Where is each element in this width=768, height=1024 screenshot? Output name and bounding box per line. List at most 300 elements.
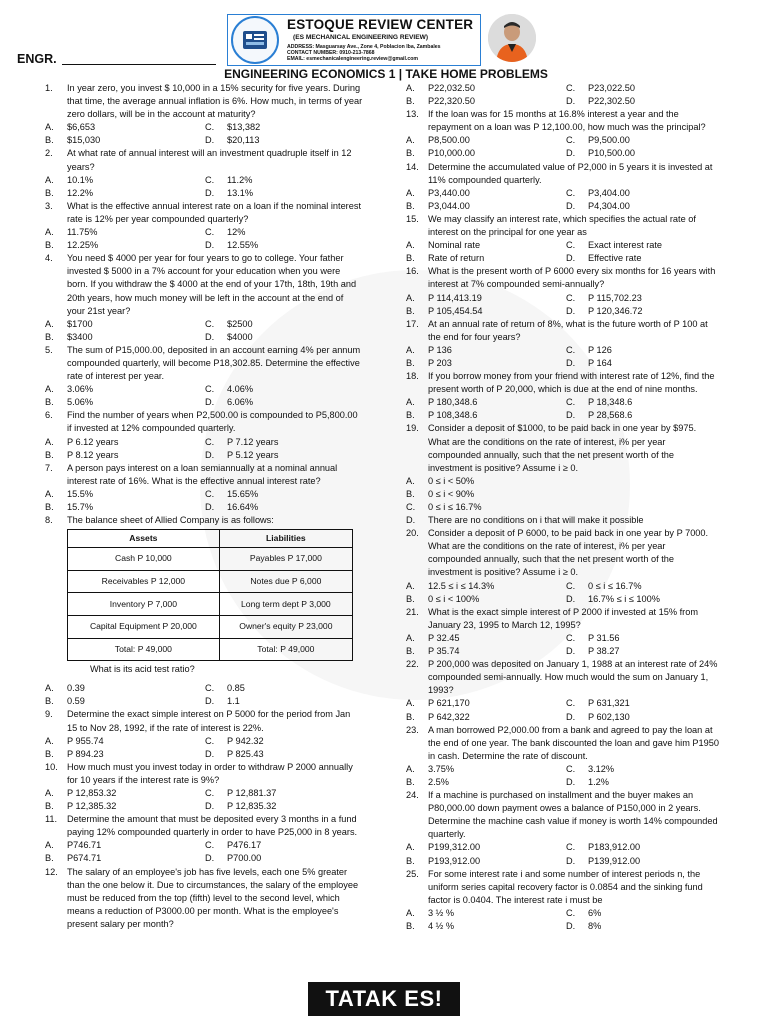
option-letter: A. [406,580,415,591]
option-a[interactable]: P199,312.00 [428,842,481,853]
table-row [68,638,353,661]
option-letter: C. [205,840,215,851]
option-d[interactable]: P22,302.50 [588,96,636,107]
review-center-logo [231,16,279,64]
option-c[interactable]: P 942.32 [227,735,264,746]
answer-options [45,226,363,252]
option-letter: B. [406,593,415,604]
question-19 [406,422,720,474]
option-b[interactable]: 4 ½ % [428,921,455,931]
option-b[interactable]: P 894.23 [67,748,104,759]
question-number: 16. [406,266,419,277]
option-d[interactable]: 1.1 [227,696,240,707]
question-text: What is the exact simple interest of P 2000 if invested at 15% from January 23, 1995 to March 12, 1995? [428,606,698,630]
option-d[interactable]: P 602,130 [588,711,630,722]
question-number: 7. [45,462,53,473]
option-letter: B. [45,240,54,251]
option-letter: D. [205,240,215,251]
option-letter: A. [45,488,54,499]
question-stem [45,252,363,317]
option-a[interactable]: 15.5% [67,488,94,499]
question-number: 24. [406,790,419,801]
option-b[interactable]: P 642,322 [428,711,470,722]
question-text: You need $ 4000 per year for four years to go to college. Your father invested $ 5000 in a 7% account for your education when you were born. If you withdraw the $ 4000 at the end of your 17th, 18th, 19th and 20th years, how much money will be left in the account at the end of your 21st year? [67,253,357,316]
option-a[interactable]: P 180,348.6 [428,397,478,408]
question-number: 23. [406,724,419,735]
option-b[interactable]: P 105,454.54 [428,305,483,316]
option-c[interactable]: P 7.12 years [227,436,279,447]
question-stem [406,606,720,632]
answer-options [45,383,363,409]
option-letter: C. [566,907,576,918]
option-letter: D. [205,187,215,198]
option-d[interactable]: 1.2% [588,776,609,787]
question-item [406,265,720,317]
option-letter: C. [566,698,576,709]
option-letter: C. [566,240,576,251]
option-letter: C. [205,683,215,694]
table-row [68,570,353,593]
review-center-address: ADDRESS: Masguarsay Ave., Zone 4, Poblacion Iba, Zambales [287,44,441,50]
question-item [45,200,363,252]
option-letter: B. [45,449,54,460]
option-letter: B. [406,200,415,211]
option-a[interactable]: 11.75% [67,227,98,238]
answer-options [45,735,363,761]
option-letter: D. [566,593,576,604]
question-item [406,868,720,933]
option-letter: C. [566,292,576,303]
option-c[interactable]: 4.06% [227,384,254,395]
option-letter: D. [566,148,576,159]
question-number: 14. [406,161,419,172]
option-letter: C. [205,436,215,447]
option-letter: B. [45,801,54,812]
question-number: 20. [406,528,419,539]
question-text: At an annual rate of return of 8%, what is the future worth of P 100 at the end for four years? [428,318,708,342]
question-text: How much must you invest today in order to withdraw P 2000 annually for 10 years if the interest rate is 9%? [67,761,353,785]
question-text: The salary of an employee's job has five levels, each one 5% greater than the one below it. Due to circumstances, the salary of the employee must be reduced from the top (fifth) level to the second level, which means a reduction of P3000.00 per month. What is the employee's present salary per month? [67,866,359,929]
option-d[interactable]: P139,912.00 [588,855,641,866]
question-text: What is the effective annual interest rate on a loan if the nominal interest rate is 12% per year compounded quarterly? [67,200,361,224]
option-c[interactable]: 11.2% [227,174,253,185]
question-item [45,252,363,344]
option-b[interactable]: $15,030 [67,135,101,146]
option-letter: A. [45,174,54,185]
question-text: For some interest rate i and some number of interest periods n, the uniform series capital recovery factor is 0.0854 and the sinking fund factor is 0.0404. The interest rate i must be [428,868,703,905]
option-a[interactable]: P 621,170 [428,698,470,709]
option-b[interactable]: 12.2% [67,187,94,198]
option-b[interactable]: P10,000.00 [428,148,476,159]
question-number: 22. [406,659,419,670]
option-letter: B. [406,488,415,499]
table-header-row [68,530,353,548]
option-a[interactable]: 0.39 [67,683,85,694]
option-letter: C. [566,135,576,146]
option-a[interactable]: P 136 [428,344,452,355]
question-text: Determine the exact simple interest on P 5000 for the period from Jan 15 to Nov 28, 1992, if the rate of interest is 22%. [67,709,351,733]
option-letter: B. [45,135,54,146]
option-a[interactable]: P 114,413.19 [428,292,482,303]
table-row [68,615,353,638]
option-letter: C. [205,488,215,499]
table-cell: Cash P 10,000 [68,548,220,571]
option-a[interactable]: P746.71 [67,840,102,851]
option-c[interactable]: P 126 [588,344,612,355]
option-d[interactable]: $4000 [227,331,253,342]
option-letter: D. [406,515,416,526]
question-item [406,606,720,658]
question-item [45,866,363,931]
option-a[interactable]: 3.06% [67,384,94,395]
question-text: The balance sheet of Allied Company is as follows: [67,515,274,526]
option-c[interactable]: P3,404.00 [588,187,630,198]
table-row [68,593,353,616]
table-cell: Capital Equipment P 20,000 [68,615,220,638]
question-item [406,161,720,213]
review-center-name: ESTOQUE REVIEW CENTER [287,17,474,32]
option-b[interactable]: P674.71 [67,853,102,864]
option-b[interactable]: 0 ≤ i < 90% [428,488,475,499]
question-text: Determine the amount that must be deposited every 3 months in a fund paying 12% compounded quarterly in order to have P25,000 in 8 years. [67,814,358,838]
option-letter: C. [205,122,215,133]
review-center-email: EMAIL: esmechanicalengineering.review@gmail.com [287,56,419,62]
option-a[interactable]: 10.1% [67,174,94,185]
question-8 [45,514,363,527]
option-letter: B. [406,855,415,866]
table-cell: Long term dept P 3,000 [219,593,352,616]
option-letter: D. [205,397,215,408]
option-letter: B. [45,502,54,512]
option-d[interactable]: P 164 [588,357,612,368]
option-d[interactable]: P 28,568.6 [588,410,633,421]
table-header-assets: Assets [68,530,220,548]
question-item [406,213,720,265]
question-item [45,344,363,409]
option-letter: D. [566,855,576,866]
option-a[interactable]: $1700 [67,318,93,329]
question-number: 21. [406,606,419,617]
question-number: 3. [45,200,53,211]
option-letter: B. [45,853,54,864]
option-letter: A. [406,187,415,198]
option-c[interactable]: P 31.56 [588,632,620,643]
question-item [406,108,720,160]
question-text: If a machine is purchased on installment and the buyer makes an P80,000.00 down payment owes a balance of P150,000 in 2 years. Determine the machine cash value if money is worth 14% compounded quarterly. [428,790,718,840]
question-text: A person pays interest on a loan semiannually at a nominal annual interest rate of 16%. What is the effective annual interest rate? [67,462,338,486]
question-stem [45,200,363,226]
option-b[interactable]: 0.59 [67,696,85,707]
question-stem [45,462,363,488]
question-text: At what rate of annual interest will an investment quadruple itself in 12 years? [67,148,352,172]
person-icon [488,14,536,62]
question-stem [406,789,720,841]
option-letter: B. [406,148,415,159]
option-letter: C. [566,397,576,408]
question-item [406,724,720,789]
option-letter: C. [566,842,576,853]
option-d[interactable]: P700.00 [227,853,262,864]
option-c[interactable]: P 12,881.37 [227,788,277,798]
question-text: What is the present worth of P 6000 every six months for 16 years with interest at 7% compounded semi-annually? [428,266,716,290]
option-b[interactable]: 0 ≤ i < 100% [428,593,480,604]
question-text: Consider a deposit of $1000, to be paid back in one year by $975. What are the conditions on the rate of interest, i% per year compounded annually, such that the net present worth of the investment is positive? Assume i ≥ 0. [428,423,697,473]
option-a[interactable]: 3 ½ % [428,907,455,918]
option-b[interactable]: 12.25% [67,240,99,251]
option-a[interactable]: P8,500.00 [428,135,470,146]
question-text: A man borrowed P2,000.00 from a bank and agreed to pay the loan at the end of one year. The bank discounted the loan and gave him P1950 in cash. Determine the rate of discount. [428,724,719,761]
question-text: Determine the accumulated value of P2,000 in 5 years it is invested at 11% compounded quarterly. [428,161,713,185]
engr-name-blank-line[interactable] [62,64,216,65]
option-a[interactable]: P 6.12 years [67,436,119,447]
review-center-contact: CONTACT NUMBER: 0910-213-7868 [287,50,375,56]
table-cell: Total: P 49,000 [68,638,220,661]
option-c[interactable]: P 631,321 [588,698,630,709]
option-b[interactable]: P 108,348.6 [428,410,478,421]
table-cell: Total: P 49,000 [219,638,352,661]
option-letter: C. [566,344,576,355]
question-stem [45,344,363,383]
question-text: If the loan was for 15 months at 16.8% interest a year and the repayment on a loan was P 12,100.00, how much was the principal? [428,109,706,133]
answer-options [406,632,720,658]
option-c[interactable]: $2500 [227,318,253,329]
option-letter: A. [406,475,415,486]
question-text: If you borrow money from your friend with interest rate of 12%, find the present worth of P 20,000, which is due at the end of nine months. [428,371,715,395]
table-cell: Inventory P 7,000 [68,593,220,616]
option-letter: C. [205,227,215,238]
answer-options [406,239,720,265]
table-row [68,548,353,571]
option-c[interactable]: 3.12% [588,763,615,774]
option-d[interactable]: P4,304.00 [588,200,630,211]
option-letter: C. [205,174,215,185]
option-letter: D. [205,135,215,146]
question-item [45,82,363,147]
option-letter: D. [566,646,576,657]
option-b[interactable]: $3400 [67,331,93,342]
question-stem [45,708,363,734]
question-stem [406,161,720,187]
option-letter: B. [45,187,54,198]
answer-options [45,436,363,462]
option-letter: B. [406,646,415,657]
engr-name-label: ENGR. [17,52,57,66]
option-letter: C. [566,187,576,198]
option-letter: B. [406,253,415,264]
option-letter: C. [566,763,576,774]
option-letter: D. [566,711,576,722]
option-a[interactable]: 3.75% [428,763,455,774]
option-c[interactable]: Exact interest rate [588,240,663,251]
instructor-avatar [488,14,536,62]
question-number: 2. [45,148,53,159]
answer-options [406,134,720,160]
option-a[interactable]: Nominal rate [428,240,481,251]
option-c[interactable]: 15.65% [227,488,259,499]
table-cell: Payables P 17,000 [219,548,352,571]
option-a[interactable]: 12.5 ≤ i ≤ 14.3% [428,580,495,591]
option-c[interactable]: 6% [588,907,602,918]
question-number: 5. [45,344,53,355]
table-cell: Owner's equity P 23,000 [219,615,352,638]
option-b[interactable]: P 8.12 years [67,449,119,460]
option-b[interactable]: P 35.74 [428,646,460,657]
option-d[interactable]: 8% [588,921,602,931]
option-letter: A. [406,344,415,355]
question-number: 15. [406,213,419,224]
question-number: 8. [45,515,53,526]
option-letter: C. [566,83,576,93]
option-letter: C. [566,580,576,591]
option-d[interactable]: P 825.43 [227,748,264,759]
option-b[interactable]: P 203 [428,357,452,368]
option-letter: D. [205,748,215,759]
question-stem [45,866,363,931]
option-letter: A. [406,135,415,146]
option-letter: A. [45,318,54,329]
question-20 [406,527,720,579]
option-letter: B. [406,305,415,316]
option-letter: A. [45,683,54,694]
option-letter: D. [566,253,576,264]
question-number: 6. [45,410,53,421]
option-b[interactable]: 5.06% [67,397,94,408]
option-letter: A. [406,83,415,93]
option-d[interactable]: P 120,346.72 [588,305,643,316]
question-text: We may classify an interest rate, which specifies the actual rate of interest on the principal for one year as [428,213,696,238]
question-item [45,462,363,514]
question-number: 12. [45,866,58,877]
right-column [406,82,720,933]
option-c[interactable]: 0.85 [227,683,245,694]
option-c[interactable]: 12% [227,227,246,238]
answer-options [406,292,720,318]
option-d[interactable]: 13.1% [227,187,254,198]
question-stem [45,813,363,839]
answer-options [406,187,720,213]
option-letter: A. [45,227,54,238]
option-letter: A. [45,384,54,395]
answer-options [45,318,363,344]
answer-options [45,121,363,147]
option-letter: B. [45,397,54,408]
option-d[interactable]: 12.55% [227,240,259,251]
option-c[interactable]: P 115,702.23 [588,292,642,303]
option-letter: D. [205,801,215,812]
option-c[interactable]: 0 ≤ i ≤ 16.7% [588,580,642,591]
table-header-liabilities: Liabilities [219,530,352,548]
question-item [45,761,363,813]
question-20-options [406,580,720,606]
question-number: 13. [406,109,419,120]
question-item [406,658,720,723]
option-letter: D. [566,921,576,931]
option-a[interactable]: 0 ≤ i < 50% [428,475,475,486]
option-letter: D. [566,200,576,211]
question-stem [406,370,720,396]
option-a[interactable]: P22,032.50 [428,83,476,93]
option-letter: B. [406,711,415,722]
option-letter: D. [566,357,576,368]
question-number: 10. [45,761,58,772]
option-letter: C. [205,318,215,329]
option-b[interactable]: P 12,385.32 [67,801,117,812]
answer-options [45,787,363,813]
option-a[interactable]: $6,653 [67,122,96,133]
option-letter: A. [406,240,415,251]
option-b[interactable]: P193,912.00 [428,855,481,866]
question-number: 19. [406,423,419,434]
option-d[interactable]: P 12,835.32 [227,801,277,812]
review-center-subtitle: (ES MECHANICAL ENGINEERING REVIEW) [293,34,429,41]
option-c[interactable]: $13,382 [227,122,261,133]
answer-options [45,682,363,708]
question-item [45,813,363,865]
option-letter: A. [45,436,54,447]
option-c[interactable]: P183,912.00 [588,842,641,853]
option-c[interactable]: P23,022.50 [588,83,636,93]
option-b[interactable]: P3,044.00 [428,200,470,211]
option-d[interactable]: 16.64% [227,502,259,512]
answer-options [406,763,720,789]
option-a[interactable]: P 955.74 [67,735,104,746]
option-d[interactable]: P 5.12 years [227,449,279,460]
question-item [406,370,720,422]
option-d[interactable]: There are no conditions on i that will make it possible [428,515,644,526]
option-b[interactable]: 15.7% [67,502,94,512]
question-number: 4. [45,253,53,264]
option-d[interactable]: P 38.27 [588,646,620,657]
option-d[interactable]: Effective rate [588,253,642,264]
answer-options [406,344,720,370]
option-d[interactable]: $20,113 [227,135,260,146]
option-a[interactable]: P 12,853.32 [67,788,117,798]
question-8-subquestion: What is its acid test ratio? [90,664,195,675]
option-letter: D. [566,305,576,316]
question-stem [406,265,720,291]
option-c[interactable]: P476.17 [227,840,262,851]
option-d[interactable]: 16.7% ≤ i ≤ 100% [588,593,660,604]
option-d[interactable]: P10,500.00 [588,148,636,159]
option-b[interactable]: Rate of return [428,253,485,264]
option-letter: B. [406,776,415,787]
answer-options [406,697,720,723]
question-stem [406,658,720,697]
option-a[interactable]: P 32.45 [428,632,460,643]
option-c[interactable]: 0 ≤ i ≤ 16.7% [428,502,482,512]
option-b[interactable]: P22,320.50 [428,96,476,107]
option-letter: A. [45,122,54,133]
option-d[interactable]: 6.06% [227,397,254,408]
option-c[interactable]: P 18,348.6 [588,397,633,408]
option-letter: D. [205,696,215,707]
option-a[interactable]: P3,440.00 [428,187,470,198]
option-c[interactable]: P9,500.00 [588,135,630,146]
option-letter: D. [566,410,576,421]
question-item [45,708,363,760]
question-text: The sum of P15,000.00, deposited in an account earning 4% per annum compounded quarterly, will become P18,302.85. Determine the effective rate of interest per year. [67,344,361,382]
question-item [45,147,363,199]
table-cell: Notes due P 6,000 [219,570,352,593]
option-b[interactable]: 2.5% [428,776,449,787]
left-column [45,82,363,931]
footer-badge: TATAK ES! [308,982,460,1016]
option-letter: C. [205,735,215,746]
question-stem [406,108,720,134]
answer-options [406,907,720,933]
question-stem [406,213,720,239]
question-number: 18. [406,371,419,382]
